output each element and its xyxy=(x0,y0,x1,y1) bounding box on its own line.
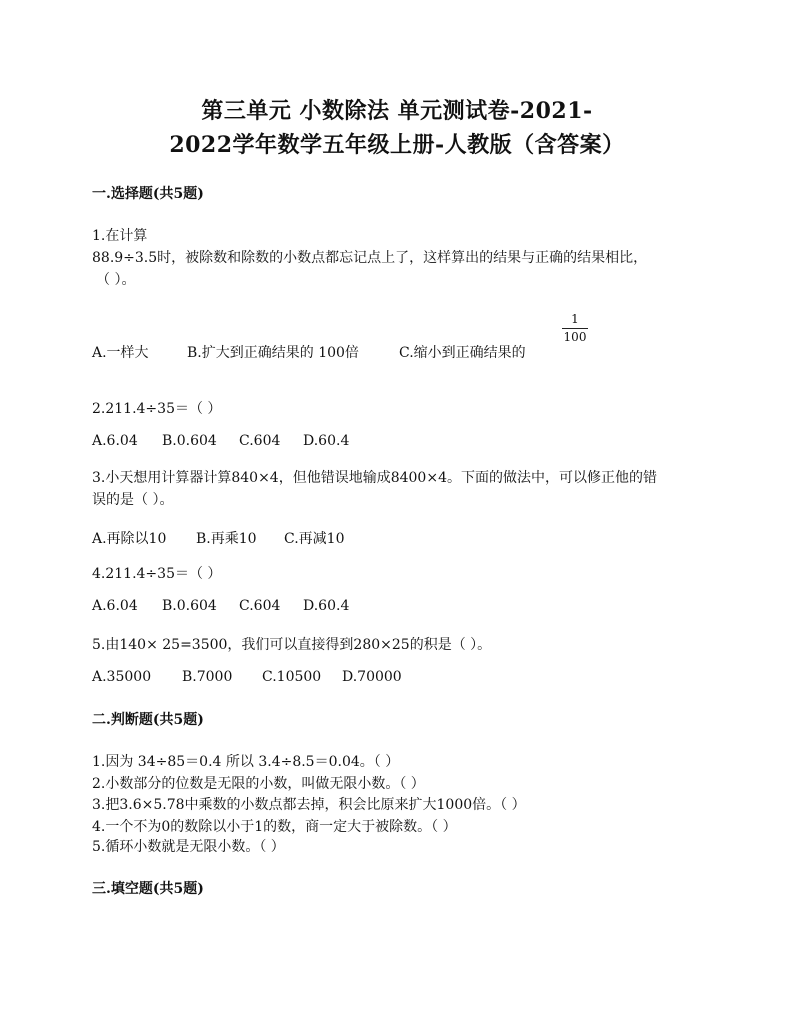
q5-options xyxy=(92,669,402,685)
q1-option-a: A.一样大 xyxy=(92,345,149,361)
fraction-bar xyxy=(562,328,588,329)
q1-line2: 88.9÷3.5时，被除数和除数的小数点都忘记点上了，这样算出的结果与正确的结果相比， xyxy=(92,250,648,266)
q5-option-a: A.35000 xyxy=(92,669,152,685)
section-heading-fill: 三.填空题(共5题) xyxy=(92,881,204,897)
q1-option-c: C.缩小到正确结果的 xyxy=(399,345,526,361)
q4-option-c: C.604 xyxy=(239,598,281,614)
judge-item-2: 2.小数部分的位数是无限的小数，叫做无限小数。（ ） xyxy=(92,776,425,792)
q1-options xyxy=(92,342,526,362)
fraction-denominator: 100 xyxy=(563,330,587,344)
q3-option-b: B.再乘10 xyxy=(196,531,257,547)
q4-stem: 4.211.4÷35＝（ ） xyxy=(92,566,222,582)
q3-options xyxy=(92,528,344,548)
q4-options xyxy=(92,598,349,614)
q2-option-b: B.0.604 xyxy=(162,433,217,449)
page-title-line1: 第三单元 小数除法 单元测试卷-2021- xyxy=(201,98,593,124)
q2-options xyxy=(92,433,349,449)
judge-item-3: 3.把3.6×5.78中乘数的小数点都去掉，积会比原来扩大1000倍。（ ） xyxy=(92,797,526,813)
q5-option-c: C.10500 xyxy=(262,669,322,685)
q3-option-c: C.再减10 xyxy=(284,531,345,547)
section-heading-judge: 二.判断题(共5题) xyxy=(92,712,204,728)
q1-line3: （ ）。 xyxy=(96,272,136,288)
q3-option-a: A.再除以10 xyxy=(92,531,167,547)
q1-fraction xyxy=(562,312,588,345)
judge-item-4: 4.一个不为0的数除以小于1的数，商一定大于被除数。（ ） xyxy=(92,819,457,835)
section-heading-choice: 一.选择题(共5题) xyxy=(92,186,204,202)
q1-line1: 1.在计算 xyxy=(92,228,148,244)
fraction-numerator: 1 xyxy=(571,312,579,326)
q2-stem: 2.211.4÷35＝（ ） xyxy=(92,401,222,417)
judge-item-1: 1.因为 34÷85＝0.4 所以 3.4÷8.5＝0.04。（ ） xyxy=(92,754,400,770)
q2-option-d: D.60.4 xyxy=(303,433,350,449)
page-title-line2: 2022学年数学五年级上册-人教版（含答案） xyxy=(169,132,625,158)
q4-option-a: A.6.04 xyxy=(92,598,138,614)
q3-line2: 误的是（ ）。 xyxy=(92,492,174,508)
q5-option-b: B.7000 xyxy=(182,669,233,685)
q5-option-d: D.70000 xyxy=(342,669,402,685)
q3-line1: 3.小天想用计算器计算840×4，但他错误地输成8400×4。下面的做法中，可以修正他的错 xyxy=(92,470,657,486)
q5-stem: 5.由140× 25=3500，我们可以直接得到280×25的积是（ ）。 xyxy=(92,637,492,653)
q2-option-a: A.6.04 xyxy=(92,433,138,449)
q2-option-c: C.604 xyxy=(239,433,281,449)
q4-option-d: D.60.4 xyxy=(303,598,350,614)
q1-option-b: B.扩大到正确结果的 100倍 xyxy=(187,345,359,361)
q4-option-b: B.0.604 xyxy=(162,598,217,614)
judge-item-5: 5.循环小数就是无限小数。（ ） xyxy=(92,839,285,855)
